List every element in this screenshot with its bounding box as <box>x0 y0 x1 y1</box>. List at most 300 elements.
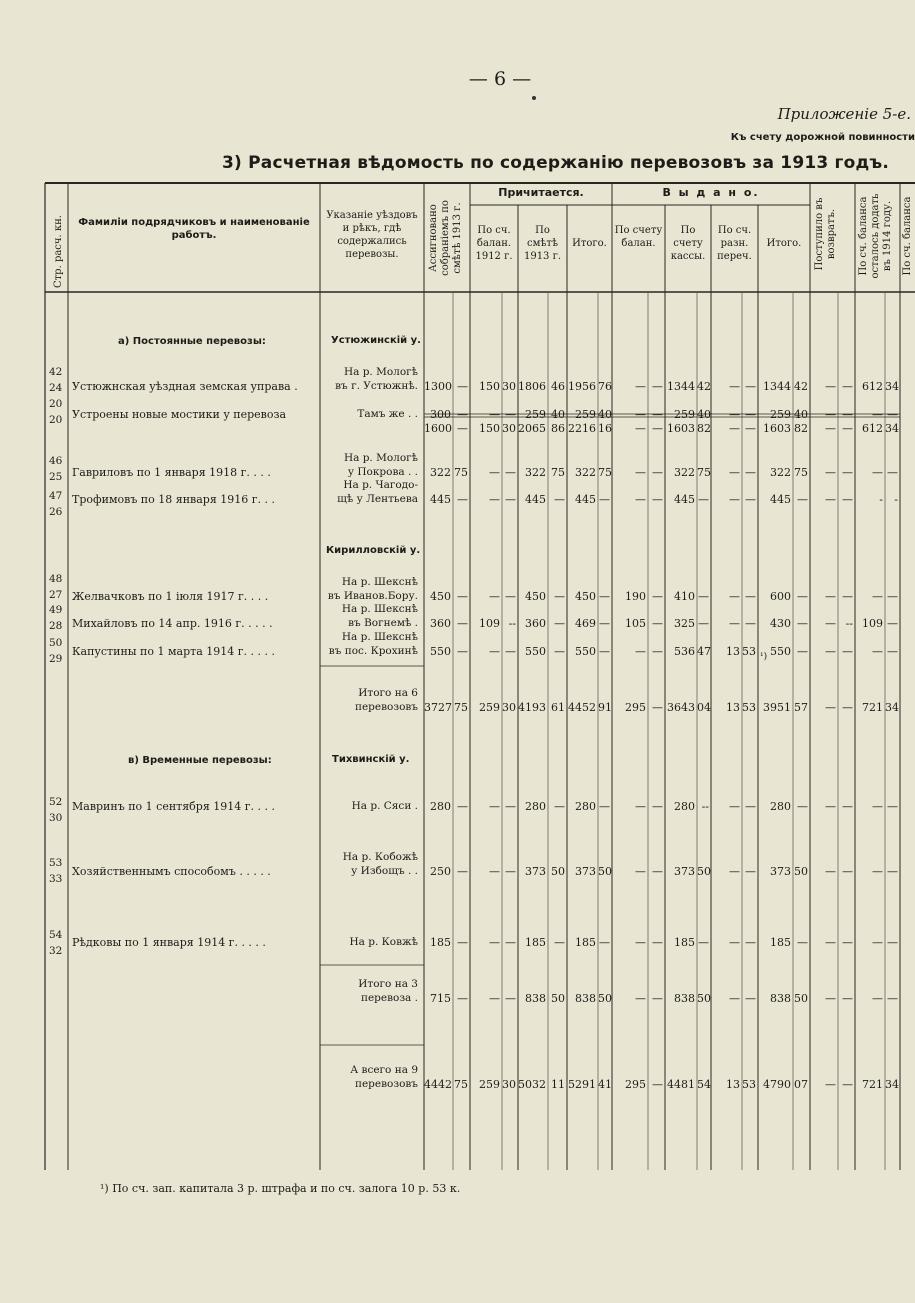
amount-cell: 13 <box>726 1078 740 1091</box>
amount-cell: — <box>489 493 500 506</box>
amount-cell: 75 <box>697 466 711 479</box>
location-line: у Избощъ . . <box>351 865 418 877</box>
amount-cell: 150 <box>479 380 500 393</box>
amount-cell: — <box>872 590 883 603</box>
page-ref: 20 <box>49 414 63 426</box>
amount-cell: 250 <box>430 865 451 878</box>
amount-cell: 550 <box>430 645 451 658</box>
amount-cell: 50 <box>697 865 711 878</box>
amount-cell: 2216 <box>568 422 596 435</box>
amount-cell: — <box>842 466 853 479</box>
amount-cell: — <box>652 936 663 949</box>
amount-cell: — <box>745 408 756 421</box>
page-ref: 48 <box>49 573 63 585</box>
amount-cell: 13 <box>726 701 740 714</box>
amount-cell: — <box>698 617 709 630</box>
amount-cell: 469 <box>575 617 596 630</box>
amount-cell: 34 <box>885 422 899 435</box>
location-line: На р. Ковжѣ <box>349 936 418 948</box>
location-line: перевозовъ <box>354 701 418 713</box>
amount-cell: — <box>489 590 500 603</box>
amount-cell: — <box>842 865 853 878</box>
amount-cell: — <box>887 408 898 421</box>
header-due-balance: По сч. балан. 1912 г. <box>475 225 513 262</box>
page-number: — 6 — <box>468 68 532 90</box>
amount-cell: 11 <box>551 1078 565 1091</box>
amount-cell: 50 <box>794 865 808 878</box>
amount-cell: 1603 <box>667 422 695 435</box>
amount-cell: — <box>505 865 516 878</box>
amount-cell: -- <box>845 617 853 630</box>
amount-cell: 75 <box>598 466 612 479</box>
amount-cell: 838 <box>575 992 596 1005</box>
amount-cell: — <box>745 590 756 603</box>
amount-cell: — <box>825 992 836 1005</box>
amount-cell: — <box>729 408 740 421</box>
amount-cell: — <box>872 936 883 949</box>
amount-cell: — <box>599 936 610 949</box>
header-issued-cash: По счету кассы. <box>670 225 706 262</box>
amount-cell: — <box>729 590 740 603</box>
amount-cell: — <box>635 936 646 949</box>
amount-cell: — <box>797 936 808 949</box>
amount-cell: — <box>505 408 516 421</box>
amount-cell: — <box>842 380 853 393</box>
amount-cell: — <box>652 380 663 393</box>
amount-cell: — <box>825 493 836 506</box>
amount-cell: 295 <box>625 701 646 714</box>
amount-cell: — <box>825 645 836 658</box>
header-issued-total: Итого. <box>766 238 802 249</box>
amount-cell: — <box>745 493 756 506</box>
section-tikhvin: Тихвинскiй у. <box>332 754 410 765</box>
amount-cell: 280 <box>430 800 451 813</box>
amount-cell: — <box>825 800 836 813</box>
amount-cell: 185 <box>525 936 546 949</box>
page-ref: 47 <box>49 490 63 502</box>
amount-cell: — <box>554 617 565 630</box>
amount-cell: 50 <box>551 865 565 878</box>
amount-cell: — <box>745 380 756 393</box>
amount-cell: — <box>652 1078 663 1091</box>
location-line: На р. Кобожѣ <box>342 851 418 863</box>
amount-cell: — <box>887 617 898 630</box>
amount-cell: — <box>599 590 610 603</box>
amount-cell: — <box>457 493 468 506</box>
amount-cell: 450 <box>575 590 596 603</box>
amount-cell: — <box>457 800 468 813</box>
amount-cell: — <box>745 936 756 949</box>
amount-cell: — <box>554 590 565 603</box>
amount-cell: — <box>457 992 468 1005</box>
amount-cell: — <box>489 466 500 479</box>
amount-cell: — <box>729 422 740 435</box>
amount-cell: — <box>489 645 500 658</box>
amount-cell: 40 <box>697 408 711 421</box>
amount-cell: 1344 <box>667 380 695 393</box>
amount-cell: — <box>745 865 756 878</box>
amount-cell: — <box>872 645 883 658</box>
amount-cell: — <box>825 466 836 479</box>
amount-cell: — <box>635 800 646 813</box>
amount-cell: 445 <box>525 493 546 506</box>
amount-cell: 838 <box>674 992 695 1005</box>
header-page-ref: Стр. расч. кн. <box>53 215 64 288</box>
header-due: Причитается. <box>498 186 584 199</box>
amount-cell: — <box>842 701 853 714</box>
amount-cell: — <box>887 936 898 949</box>
amount-cell: 30 <box>502 701 516 714</box>
amount-cell: — <box>505 493 516 506</box>
amount-cell: 109 <box>479 617 500 630</box>
amount-cell: 185 <box>575 936 596 949</box>
amount-cell: — <box>825 408 836 421</box>
amount-cell: — <box>457 380 468 393</box>
header-remaining: По сч. баланса осталось додать въ 1914 году. <box>858 193 893 279</box>
amount-cell: — <box>729 936 740 949</box>
amount-cell: — <box>729 493 740 506</box>
amount-cell: 75 <box>454 466 468 479</box>
amount-cell: - <box>894 493 898 506</box>
amount-cell: -- <box>508 617 516 630</box>
amount-cell: 82 <box>697 422 711 435</box>
amount-cell: — <box>887 590 898 603</box>
amount-cell: — <box>745 617 756 630</box>
amount-cell: 50 <box>598 992 612 1005</box>
amount-cell: 373 <box>525 865 546 878</box>
amount-cell: 53 <box>742 645 756 658</box>
section-ustyuzhna: Устюжинскiй у. <box>331 335 421 346</box>
amount-cell: — <box>797 617 808 630</box>
page-ref: 26 <box>49 506 63 518</box>
amount-cell: — <box>887 645 898 658</box>
amount-cell: 50 <box>598 865 612 878</box>
contractor-name: Желвачковъ по 1 iюля 1917 г. . . . <box>72 590 269 603</box>
amount-cell: 1344 <box>763 380 791 393</box>
amount-cell: — <box>635 645 646 658</box>
section-kirillov: Кирилловскiй у. <box>326 545 421 556</box>
amount-cell: 1603 <box>763 422 791 435</box>
amount-cell: 721 <box>862 701 883 714</box>
amount-cell: — <box>797 590 808 603</box>
amount-cell: 360 <box>525 617 546 630</box>
amount-cell: 109 <box>862 617 883 630</box>
amount-cell: 5032 <box>518 1078 546 1091</box>
amount-cell: — <box>652 493 663 506</box>
location-line: На р. Мологѣ <box>343 366 418 378</box>
amount-cell: — <box>729 865 740 878</box>
amount-cell: — <box>842 493 853 506</box>
amount-cell: — <box>825 865 836 878</box>
amount-cell: 259 <box>674 408 695 421</box>
amount-cell: — <box>842 422 853 435</box>
amount-cell: 612 <box>862 422 883 435</box>
amount-cell: 373 <box>575 865 596 878</box>
page-ref: 27 <box>49 589 63 601</box>
footnote: ¹) По сч. зап. капитала 3 р. штрафа и по сч. залога 10 р. 53 к. <box>100 1182 461 1195</box>
amount-cell: 42 <box>794 380 808 393</box>
amount-cell: — <box>797 645 808 658</box>
amount-cell: — <box>457 408 468 421</box>
amount-cell: — <box>872 408 883 421</box>
location-line: На р. Мологѣ <box>343 452 418 464</box>
amount-cell: — <box>797 493 808 506</box>
page-ref: 20 <box>49 398 63 410</box>
amount-cell: 185 <box>770 936 791 949</box>
amount-cell: 259 <box>525 408 546 421</box>
amount-cell: 280 <box>525 800 546 813</box>
amount-cell: 322 <box>525 466 546 479</box>
contractor-name: Мавринъ по 1 сентября 1914 г. . . . <box>72 800 276 813</box>
amount-cell: 75 <box>794 466 808 479</box>
amount-cell: 715 <box>430 992 451 1005</box>
amount-cell: — <box>635 408 646 421</box>
location-line: у Покрова . . <box>347 466 418 478</box>
page-ref: 29 <box>49 653 63 665</box>
amount-cell: — <box>599 493 610 506</box>
header-location: Указанiе уѣздовъ и рѣкъ, гдѣ содержались перевозы. <box>326 210 418 260</box>
amount-cell: — <box>652 617 663 630</box>
amount-cell: 150 <box>479 422 500 435</box>
amount-cell: -- <box>701 800 709 813</box>
amount-cell: — <box>887 466 898 479</box>
amount-cell: 50 <box>551 992 565 1005</box>
amount-cell: 4193 <box>518 701 546 714</box>
amount-cell: 838 <box>770 992 791 1005</box>
amount-cell: 4452 <box>568 701 596 714</box>
amount-cell: — <box>457 865 468 878</box>
amount-cell: 4790 <box>763 1078 791 1091</box>
amount-cell: 61 <box>551 701 565 714</box>
amount-cell: — <box>505 466 516 479</box>
section-temporary: в) Временные перевозы: <box>128 755 272 766</box>
amount-cell: — <box>842 992 853 1005</box>
amount-cell: 40 <box>551 408 565 421</box>
page-ref: 54 <box>49 929 63 941</box>
amount-cell: — <box>457 617 468 630</box>
amount-cell: 259 <box>479 701 500 714</box>
amount-cell: — <box>457 422 468 435</box>
contractor-name: Трофимовъ по 18 января 1916 г. . . <box>72 493 275 506</box>
amount-cell: 550 <box>770 645 791 658</box>
page-ref: 42 <box>49 366 63 378</box>
amount-cell: 50 <box>697 992 711 1005</box>
location-line: На р. Шекснѣ <box>341 576 418 588</box>
amount-cell: — <box>872 865 883 878</box>
page-ref: 53 <box>49 857 63 869</box>
header-due-total: Итого. <box>572 238 607 249</box>
location-line: На р. Шекснѣ <box>341 631 418 643</box>
amount-cell: — <box>505 936 516 949</box>
amount-cell: — <box>872 992 883 1005</box>
header-returned: Поступило въ возвратъ. <box>814 197 837 271</box>
page-ref: 28 <box>49 620 63 632</box>
amount-cell: — <box>729 380 740 393</box>
amount-cell: 445 <box>575 493 596 506</box>
location-line: щѣ у Лентьева <box>337 493 418 505</box>
amount-cell: — <box>652 701 663 714</box>
amount-cell: — <box>554 800 565 813</box>
contractor-name: Гавриловъ по 1 января 1918 г. . . . <box>72 466 271 479</box>
amount-cell: 2065 <box>518 422 546 435</box>
amount-cell: 04 <box>697 701 711 714</box>
amount-cell: 105 <box>625 617 646 630</box>
location-line: перевозовъ <box>354 1078 418 1090</box>
header-issued-variance: По сч. разн. переч. <box>717 225 752 262</box>
location-line: въ Вогнемѣ . <box>348 617 418 629</box>
page-ref: 33 <box>49 873 63 885</box>
header-issued: В ы д а н о. <box>662 186 760 199</box>
amount-cell: — <box>554 493 565 506</box>
amount-cell: 50 <box>794 992 808 1005</box>
header-extra: По сч. баланса <box>902 196 913 276</box>
page-ref: 52 <box>49 796 63 808</box>
amount-cell: 16 <box>598 422 612 435</box>
amount-cell: 185 <box>430 936 451 949</box>
amount-cell: 3643 <box>667 701 695 714</box>
amount-cell: — <box>825 590 836 603</box>
amount-cell: 13 <box>726 645 740 658</box>
amount-cell: — <box>887 800 898 813</box>
amount-cell: 40 <box>794 408 808 421</box>
amount-cell: — <box>745 422 756 435</box>
amount-cell: — <box>599 645 610 658</box>
page-ref: 32 <box>49 945 63 957</box>
amount-cell: — <box>825 422 836 435</box>
amount-cell: 445 <box>674 493 695 506</box>
amount-cell: 322 <box>770 466 791 479</box>
amount-cell: — <box>887 865 898 878</box>
amount-cell: - <box>879 493 883 506</box>
amount-cell: 295 <box>625 1078 646 1091</box>
amount-cell: 30 <box>502 1078 516 1091</box>
amount-cell: 325 <box>674 617 695 630</box>
contractor-name: Капустины по 1 марта 1914 г. . . . . <box>72 645 276 658</box>
amount-cell: 75 <box>454 1078 468 1091</box>
amount-cell: 3727 <box>424 701 452 714</box>
amount-cell: 1806 <box>518 380 546 393</box>
amount-cell: 360 <box>430 617 451 630</box>
amount-cell: 185 <box>674 936 695 949</box>
contractor-name: Устроены новые мостики у перевоза <box>72 408 287 421</box>
amount-cell: — <box>635 380 646 393</box>
amount-cell: — <box>698 936 709 949</box>
account-reference: Къ счету дорожной повинности <box>730 132 915 143</box>
amount-cell: — <box>842 800 853 813</box>
amount-cell: 86 <box>551 422 565 435</box>
amount-cell: 410 <box>674 590 695 603</box>
amount-cell: 430 <box>770 617 791 630</box>
contractor-name: Рѣдковы по 1 января 1914 г. . . . . <box>72 936 266 949</box>
location-line: На р. Сяси . <box>351 800 418 812</box>
amount-cell: — <box>457 590 468 603</box>
amount-cell: 259 <box>770 408 791 421</box>
amount-cell: — <box>745 800 756 813</box>
amount-cell: 322 <box>674 466 695 479</box>
amount-cell: 280 <box>575 800 596 813</box>
amount-cell: — <box>652 865 663 878</box>
amount-cell: 322 <box>430 466 451 479</box>
amount-cell: 1600 <box>424 422 452 435</box>
header-assigned: Ассигновано собранiемъ по смѣтѣ 1913 г. <box>428 200 463 276</box>
section-permanent: а) Постоянные перевозы: <box>118 336 266 347</box>
page-ref: 46 <box>49 455 63 467</box>
amount-cell: 322 <box>575 466 596 479</box>
amount-cell: — <box>825 936 836 949</box>
amount-cell: 259 <box>479 1078 500 1091</box>
amount-cell: 34 <box>885 1078 899 1091</box>
amount-cell: 42 <box>697 380 711 393</box>
amount-cell: — <box>872 466 883 479</box>
amount-cell: 76 <box>598 380 612 393</box>
amount-cell: 280 <box>674 800 695 813</box>
amount-cell: — <box>652 800 663 813</box>
amount-cell: 34 <box>885 701 899 714</box>
page-ref: 25 <box>49 471 63 483</box>
amount-cell: 190 <box>625 590 646 603</box>
amount-cell: — <box>599 800 610 813</box>
appendix-label: Приложенiе 5-е. <box>777 105 911 123</box>
amount-cell: 40 <box>598 408 612 421</box>
header-contractor: Фамилiи подрядчиковъ и наименованiе работъ. <box>78 217 310 241</box>
location-line: На р. Чагодо- <box>343 479 418 491</box>
amount-cell: 34 <box>885 380 899 393</box>
amount-cell: 445 <box>430 493 451 506</box>
amount-cell: — <box>872 800 883 813</box>
amount-cell: 54 <box>697 1078 711 1091</box>
page-ref: 24 <box>49 382 63 394</box>
amount-cell: 536 <box>674 645 695 658</box>
location-line: Тамъ же . . <box>357 408 418 420</box>
amount-cell: — <box>698 493 709 506</box>
amount-cell: — <box>489 936 500 949</box>
amount-cell: 5291 <box>568 1078 596 1091</box>
amount-cell: 373 <box>770 865 791 878</box>
amount-cell: — <box>842 590 853 603</box>
amount-cell: — <box>729 617 740 630</box>
location-line: На р. Шекснѣ <box>341 603 418 615</box>
amount-cell: — <box>729 800 740 813</box>
amount-cell: — <box>652 408 663 421</box>
amount-cell: 47 <box>697 645 711 658</box>
amount-cell: — <box>599 617 610 630</box>
amount-cell: — <box>652 466 663 479</box>
amount-cell: — <box>652 590 663 603</box>
contractor-name: Михайловъ по 14 апр. 1916 г. . . . . <box>72 617 273 630</box>
amount-cell: — <box>652 645 663 658</box>
amount-cell: 4481 <box>667 1078 695 1091</box>
amount-cell: — <box>729 992 740 1005</box>
amount-cell: 3951 <box>763 701 791 714</box>
amount-cell: 75 <box>551 466 565 479</box>
amount-cell: 41 <box>598 1078 612 1091</box>
contractor-name: Устюжнская уѣздная земская управа . <box>72 380 298 393</box>
amount-cell: — <box>635 466 646 479</box>
amount-cell: — <box>652 992 663 1005</box>
amount-cell: 445 <box>770 493 791 506</box>
amount-cell: — <box>635 992 646 1005</box>
amount-cell: — <box>457 936 468 949</box>
header-issued-balance: По счету балан. <box>614 225 663 249</box>
amount-cell: — <box>797 800 808 813</box>
amount-cell: — <box>554 645 565 658</box>
contractor-name: Хозяйственнымъ способомъ . . . . . <box>72 865 271 878</box>
amount-cell: — <box>635 493 646 506</box>
amount-cell: 57 <box>794 701 808 714</box>
document-title: 3) Расчетная вѣдомость по содержанiю перевозовъ за 1913 годъ. <box>222 153 890 173</box>
amount-cell: 373 <box>674 865 695 878</box>
location-line: А всего на 9 <box>350 1064 418 1076</box>
